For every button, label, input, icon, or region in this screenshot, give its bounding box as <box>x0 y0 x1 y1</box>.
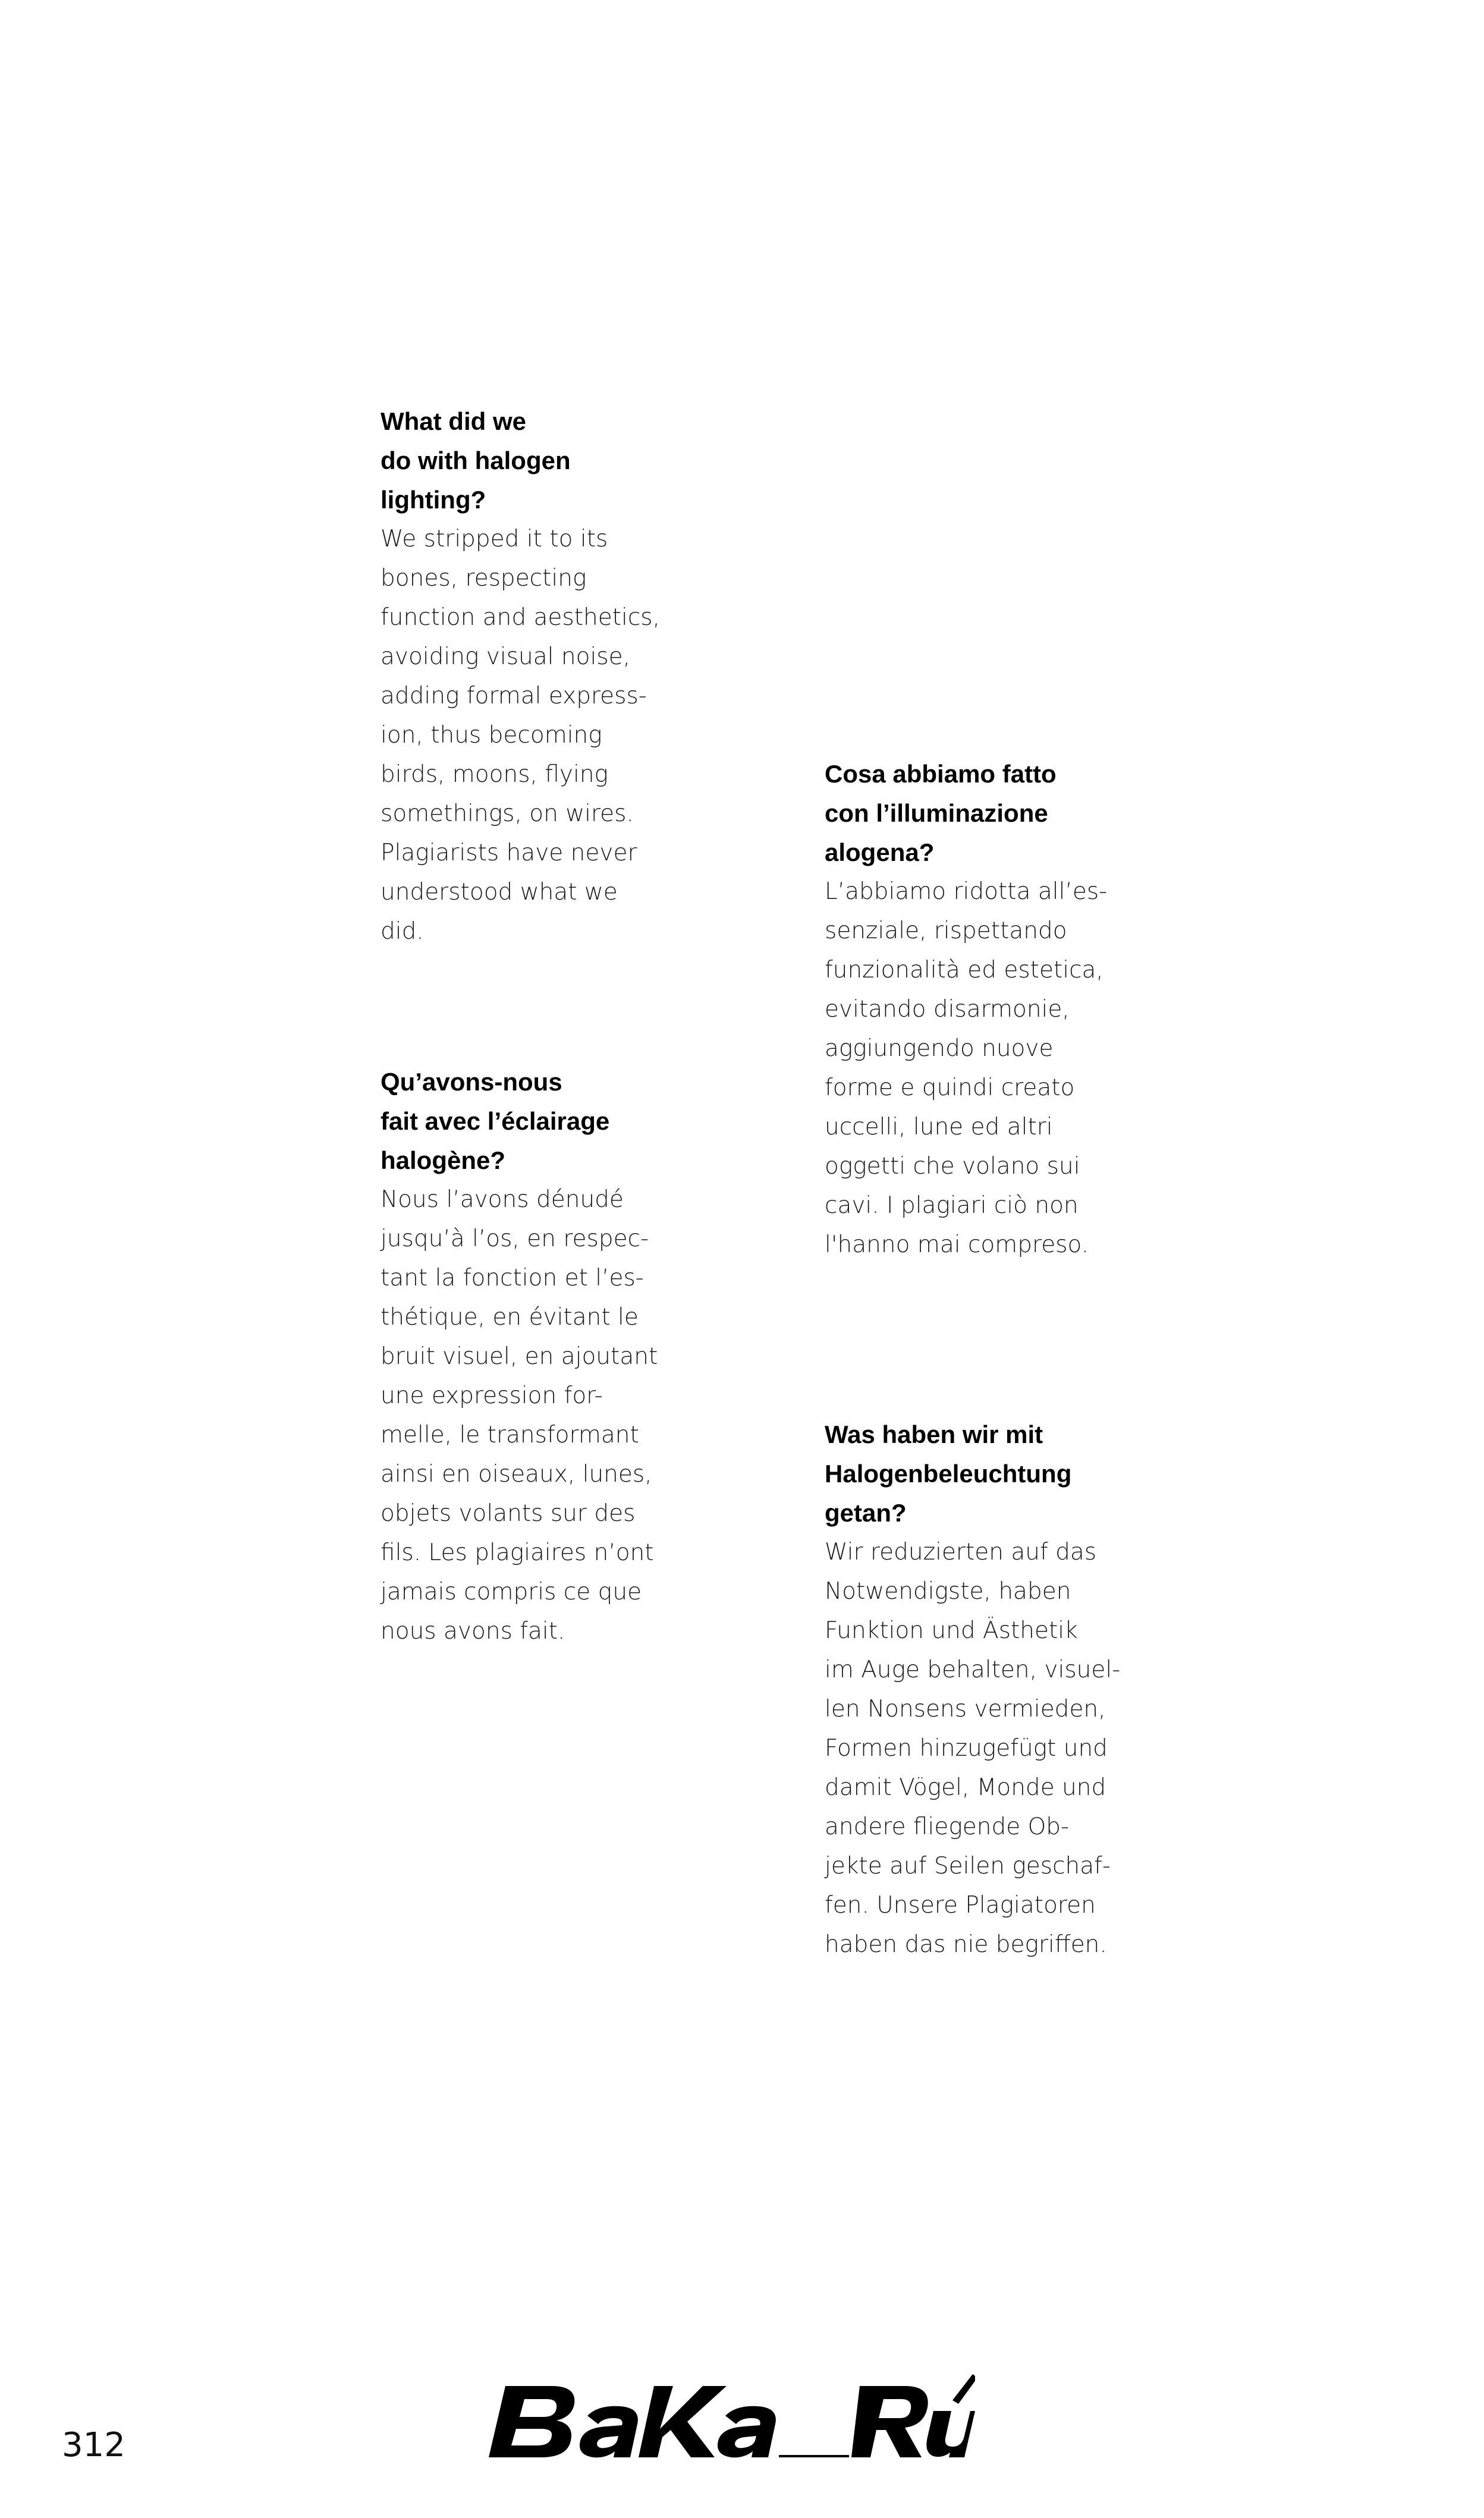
body-italian: L’abbiamo ridotta all’es- senziale, rispettando funzionalità ed estetica, evitando disarmonie, aggiungendo nuove forme e quindi creato uccelli, lune ed altri oggetti che volano sui cavi. I plagiari ciò non l'hanno mai compreso. <box>825 878 1108 1258</box>
heading-italian: Cosa abbiamo fatto con l’illuminazione alogena? <box>825 760 1057 866</box>
heading-french: Qu’avons-nous fait avec l’éclairage halogène? <box>381 1068 610 1174</box>
brand-logo-svg <box>482 2369 975 2464</box>
heading-english: What did we do with halogen lighting? <box>381 407 571 514</box>
text-block-french <box>381 1062 660 1651</box>
text-block-german <box>825 1415 1121 1964</box>
text-block-italian <box>825 755 1108 1265</box>
text-block-english <box>381 402 660 951</box>
body-english: We stripped it to its bones, respecting function and aesthetics, avoiding visual noise, adding formal express- ion, thus becoming birds, moons, flying somethings, on wires. Plagiarists have never understood what we did. <box>381 526 660 945</box>
page-number: 312 <box>62 2426 125 2464</box>
body-french: Nous l’avons dénudé jusqu’à l’os, en respec- tant la fonction et l’es- thétique, en évitant le bruit visuel, en ajoutant une expression for- melle, le transformant ainsi en oiseaux, lunes, objets volants sur des fils. Les plagiaires n’ont jamais compris ce que nous avons fait. <box>381 1186 658 1645</box>
brand-logo <box>482 2369 975 2464</box>
body-german: Wir reduzierten auf das Notwendigste, haben Funktion und Ästhetik im Auge behalten, visuel- len Nonsens vermieden, Formen hinzugefügt und damit Vögel, Monde und andere fliegende Ob- jekte auf Seilen geschaf- fen. Unsere Plagiatoren haben das nie begriffen. <box>825 1539 1121 1958</box>
heading-german: Was haben wir mit Halogenbeleuchtung getan? <box>825 1420 1072 1527</box>
